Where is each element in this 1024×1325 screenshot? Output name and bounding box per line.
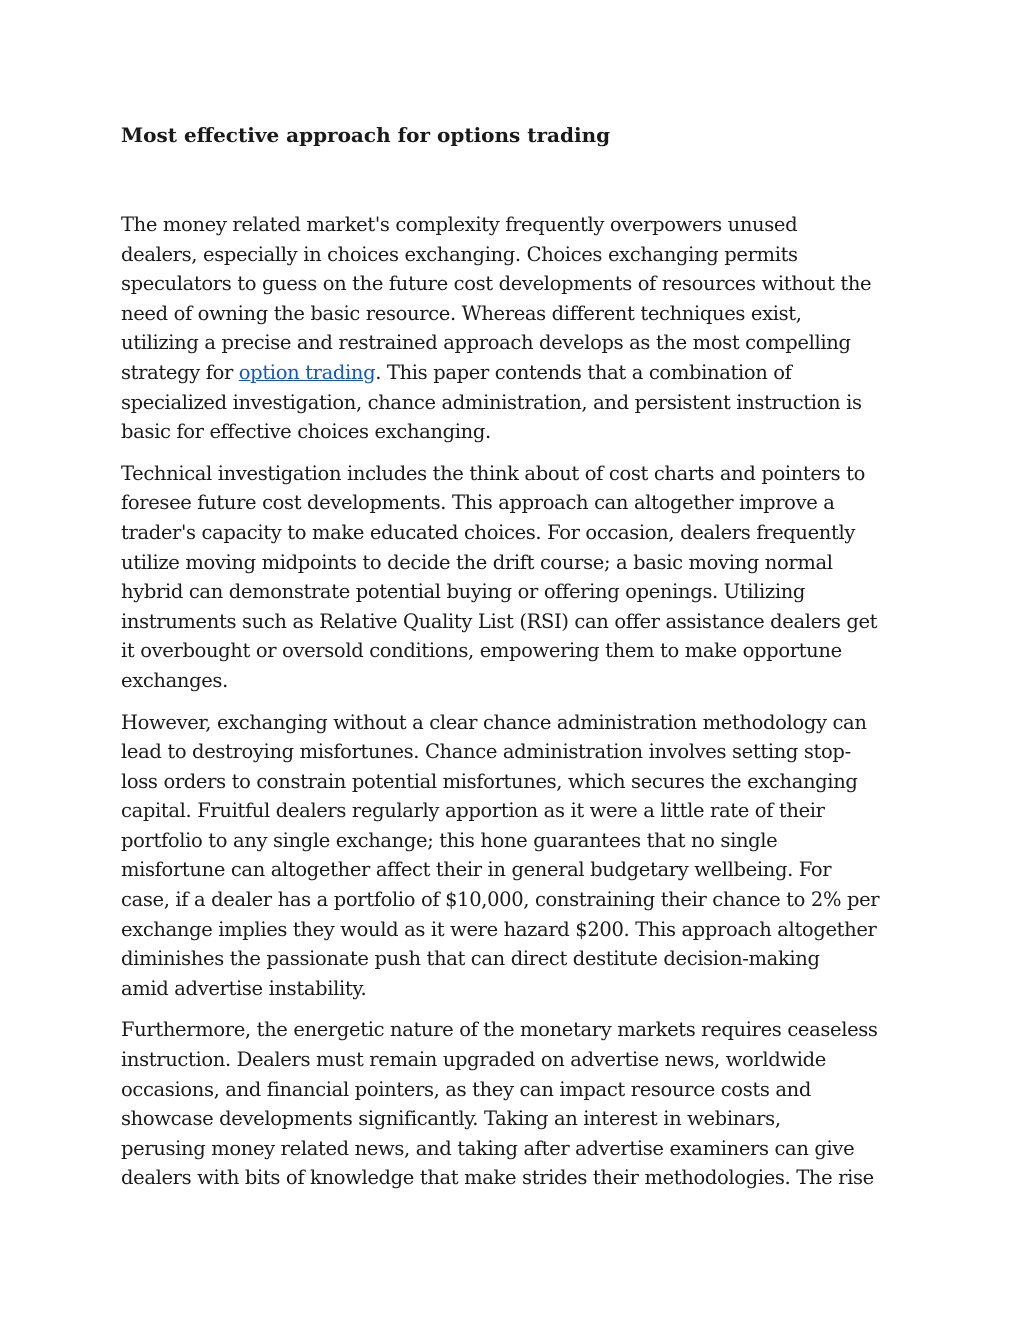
text-line: showcase developments significantly. Taking an interest in webinars, [121,1107,781,1131]
text-line: hybrid can demonstrate potential buying or offering openings. Utilizing [121,580,806,604]
text-line-with-link [121,358,911,388]
text-line: utilizing a precise and restrained approach develops as the most compelling [121,331,851,355]
text-line: perusing money related news, and taking after advertise examiners can give [121,1136,855,1160]
text-line: diminishes the passionate push that can direct destitute decision-making [121,947,820,971]
text-line: exchanges. [121,668,228,692]
text-line: dealers with bits of knowledge that make strides their methodologies. The rise [121,1166,874,1190]
text-line: loss orders to constrain potential misfortunes, which secures the exchanging [121,769,858,793]
text-line: case, if a dealer has a portfolio of $10,000, constraining their chance to 2% per [121,888,880,912]
text-line: lead to destroying misfortunes. Chance administration involves setting stop- [121,740,851,764]
text-line: basic for effective choices exchanging. [121,420,491,444]
text-line: instruction. Dealers must remain upgraded on advertise news, worldwide [121,1048,826,1072]
option-trading-link[interactable]: option trading [238,360,376,384]
text-line: Furthermore, the energetic nature of the monetary markets requires ceaseless [121,1018,878,1042]
text-line: The money related market's complexity frequently overpowers unused [121,213,798,236]
text-line: it overbought or oversold conditions, empowering them to make opportune [121,639,842,663]
text-line: utilize moving midpoints to decide the drift course; a basic moving normal [121,550,833,574]
text-line: foresee future cost developments. This approach can altogether improve a [121,491,835,515]
text-line: trader's capacity to make educated choices. For occasion, dealers frequently [121,520,856,544]
text-line: dealers, especially in choices exchanging. Choices exchanging permits [121,242,798,266]
text-line: misfortune can altogether affect their in general budgetary wellbeing. For [121,858,832,882]
text-line: exchange implies they would as it were hazard $200. This approach altogether [121,917,877,941]
text-line: Technical investigation includes the think about of cost charts and pointers to [121,461,865,485]
text-line: instruments such as Relative Quality List (RSI) can offer assistance dealers get [121,609,878,633]
text-line: portfolio to any single exchange; this hone guarantees that no single [121,828,778,852]
text-line: occasions, and financial pointers, as they can impact resource costs and [121,1077,811,1101]
text-line: amid advertise instability. [121,976,367,1000]
text-line: capital. Fruitful dealers regularly apportion as it were a little rate of their [121,799,825,823]
text-line: speculators to guess on the future cost developments of resources without the [121,272,872,296]
paragraph-technical-investigation [121,459,911,696]
document-title: Most effective approach for options trading [121,123,611,147]
text-line: However, exchanging without a clear chance administration methodology can [121,710,867,734]
text-fragment: strategy for [121,360,239,384]
text-line: specialized investigation, chance administration, and persistent instruction is [121,390,862,414]
text-fragment: . This paper contends that a combination of [375,360,792,384]
document-page [121,118,911,1205]
paragraph-risk-management [121,708,911,1004]
paragraph-continuous-education [121,1015,911,1193]
text-line: need of owning the basic resource. Whereas different techniques exist, [121,301,802,325]
paragraph-intro [121,210,911,447]
